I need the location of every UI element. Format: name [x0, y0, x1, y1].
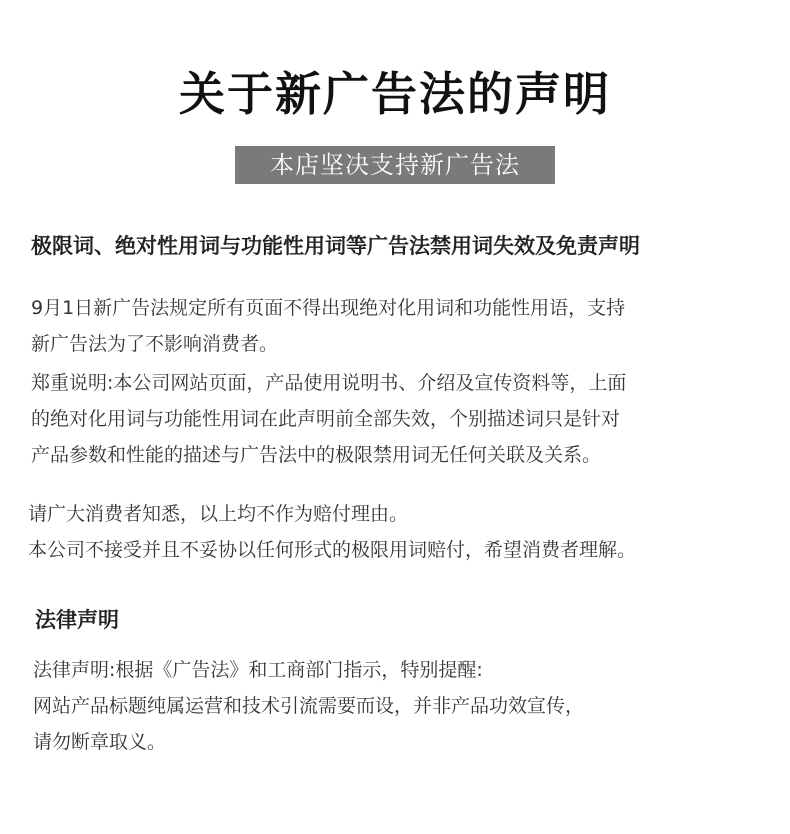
statement-paragraph: [31, 365, 626, 473]
paragraph-line: 法律声明:根据《广告法》和工商部门指示，特别提醒:: [33, 659, 483, 681]
page-title: 关于新广告法的声明: [179, 67, 611, 121]
legal-heading: 法律声明: [35, 608, 119, 632]
no-compensation-paragraph: 本公司不接受并且不妥协以任何形式的极限用词赔付，希望消费者理解。: [28, 539, 637, 561]
paragraph-line: 请勿断章取义。: [33, 731, 167, 753]
paragraph-line: 产品参数和性能的描述与广告法中的极限禁用词无任何关联及关系。: [31, 444, 602, 466]
legal-paragraph: [33, 652, 584, 760]
notice-paragraph: 请广大消费者知悉，以上均不作为赔付理由。: [28, 503, 409, 525]
paragraph-line: 新广告法为了不影响消费者。: [31, 333, 279, 355]
paragraph-line: 郑重说明:本公司网站页面，产品使用说明书、介绍及宣传资料等，上面: [31, 372, 627, 394]
disclaimer-heading: 极限词、绝对性用词与功能性用词等广告法禁用词失效及免责声明: [31, 234, 640, 258]
paragraph-line: 网站产品标题纯属运营和技术引流需要而设，并非产品功效宣传，: [33, 695, 585, 717]
subtitle-badge: 本店坚决支持新广告法: [235, 146, 555, 184]
paragraph-line: 9月1日新广告法规定所有页面不得出现绝对化用词和功能性用语，支持: [31, 297, 626, 319]
paragraph-line: 的绝对化用词与功能性用词在此声明前全部失效，个别描述词只是针对: [31, 408, 621, 430]
intro-paragraph: [31, 290, 625, 362]
